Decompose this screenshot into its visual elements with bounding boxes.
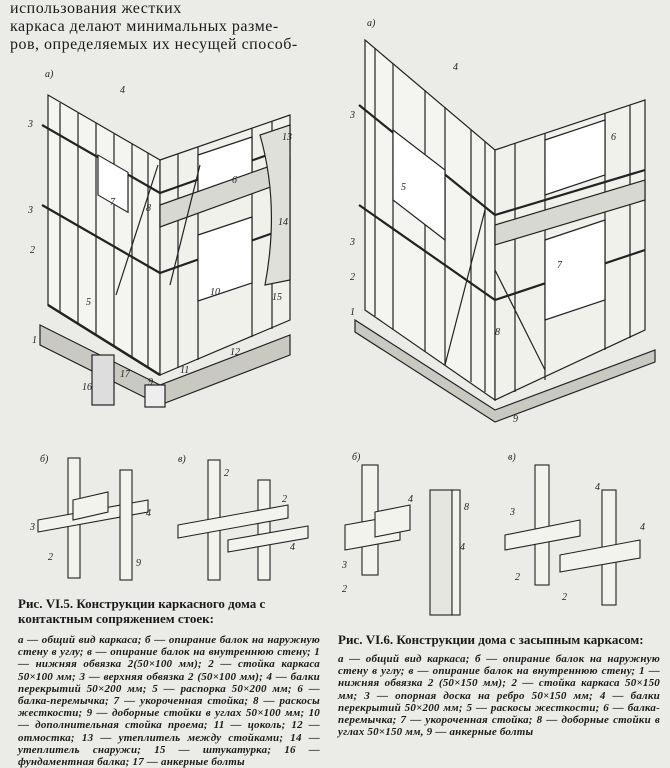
fig6-num-6: 6: [611, 132, 616, 143]
fig6-detail-num-3b: 3: [510, 507, 515, 518]
fig6-detail-num-4: 4: [408, 494, 413, 505]
figure-vi6-frame-overview: [345, 10, 665, 430]
fig5-detail-num-4: 4: [146, 508, 151, 519]
fig6-label-v: в): [508, 452, 516, 463]
fig6-label-b: б): [352, 452, 361, 463]
fig5-num-7: 7: [110, 197, 115, 208]
fig5-detail-num-4b: 4: [290, 542, 295, 553]
fig5-detail-num-2c: 2: [282, 494, 287, 505]
top-text-block: [10, 0, 310, 54]
top-text-line-3: ров, определяемых их несущей способ-: [10, 36, 298, 53]
fig5-num-1: 1: [32, 335, 37, 346]
caption-vi6-legend: а — общий вид каркаса; б — опирание балок на наружную стену в углу; в — опирание балок на внутреннюю стену; 1 — нижняя обвязка 2 (50×150 мм); 2 — стойка каркаса 50×150 мм; 3 — опорная доска на ребро 50×150 мм; 4 — балки перекрытий 50×200 мм; 5 — раскосы жесткости; 6 — балка-перемычка; 7 — укороченная стойка; 8 — доборные стойки в углах 50×150 мм, 9 — анкерные болты: [338, 653, 660, 739]
fig5-num-3: 3: [28, 119, 33, 130]
fig5-num-12: 12: [230, 347, 240, 358]
figure-vi6-details: [340, 440, 665, 620]
fig5-num-8: 8: [146, 203, 151, 214]
fig5-label-b: б): [40, 454, 49, 465]
fig5-num-17: 17: [120, 369, 130, 380]
fig5-num-3b: 3: [28, 205, 33, 216]
fig5-num-5: 5: [86, 297, 91, 308]
fig5-label-v: в): [178, 454, 186, 465]
fig6-detail-num-4c: 4: [595, 482, 600, 493]
fig5-detail-num-2b: 2: [224, 468, 229, 479]
top-text-line-1: использования жестких: [10, 0, 182, 17]
fig5-num-9: 9: [148, 377, 153, 388]
fig6-detail-num-3: 3: [342, 560, 347, 571]
fig6-num-5: 5: [401, 182, 406, 193]
fig5-num-16: 16: [82, 382, 92, 393]
fig6-detail-num-2: 2: [342, 584, 347, 595]
fig6-num-4: 4: [453, 62, 458, 73]
top-text-line-2: каркаса делают минимальных разме-: [10, 18, 279, 35]
fig6-detail-num-8: 8: [464, 502, 469, 513]
fig6-num-8: 8: [495, 327, 500, 338]
fig6-num-7: 7: [557, 260, 562, 271]
caption-vi6-title: Рис. VI.6. Конструкции дома с засыпным каркасом:: [338, 632, 644, 647]
fig5-detail-num-3: 3: [30, 522, 35, 533]
fig5-num-2: 2: [30, 245, 35, 256]
fig5-detail-num-2: 2: [48, 552, 53, 563]
fig5-num-14: 14: [278, 217, 288, 228]
fig5-num-13: 13: [282, 132, 292, 143]
fig5-detail-num-9: 9: [136, 558, 141, 569]
fig5-num-4: 4: [120, 85, 125, 96]
fig6-detail-num-4d: 4: [640, 522, 645, 533]
fig6-detail-num-4b: 4: [460, 542, 465, 553]
caption-vi5-legend: а — общий вид каркаса; б — опирание балок на наружную стену в углу; в — опирание балок на внутреннюю стену; 1 — нижняя обвязка 2(50×100 мм); 2 — стойка каркаса 50×100 мм; 3 — верхняя обвязка 2 (50×100 мм); 4 — балки перекрытий 50×200 мм; 5 — распорка 50×200 мм; 6 — балка-перемычка; 7 — укороченная стойка; 8 — раскосы жесткости; 9 — доборные стойки в углах 50×100 мм; 10 — дополнительная стойка проема; 11 — цоколь; 12 — отмостка; 13 — утеплитель между стойками; 14 — утеплитель снаружи; 15 — штукатурка; 16 — фундаментная балка; 17 — анкерные болты: [18, 634, 320, 768]
fig6-num-1: 1: [350, 307, 355, 318]
figure-vi5-details: [28, 440, 328, 590]
caption-vi5-title: Рис. VI.5. Конструкции каркасного дома с контактным сопряжением стоек:: [18, 596, 266, 626]
fig5-num-11: 11: [180, 365, 190, 376]
fig5-num-15: 15: [272, 292, 282, 303]
caption-vi6: [338, 632, 660, 738]
fig6-num-9: 9: [513, 414, 518, 425]
fig6-detail-num-2b: 2: [515, 572, 520, 583]
fig6-num-3: 3: [350, 110, 355, 121]
fig6-detail-num-2c: 2: [562, 592, 567, 603]
fig6-num-2: 2: [350, 272, 355, 283]
fig5-num-6: 6: [232, 175, 237, 186]
fig6-num-3b: 3: [350, 237, 355, 248]
caption-vi5: [18, 596, 320, 768]
figure-vi5-frame-overview: [20, 55, 320, 425]
fig5-num-10: 10: [210, 287, 220, 298]
fig5-label-a: а): [45, 69, 54, 80]
fig6-label-a: а): [367, 18, 376, 29]
